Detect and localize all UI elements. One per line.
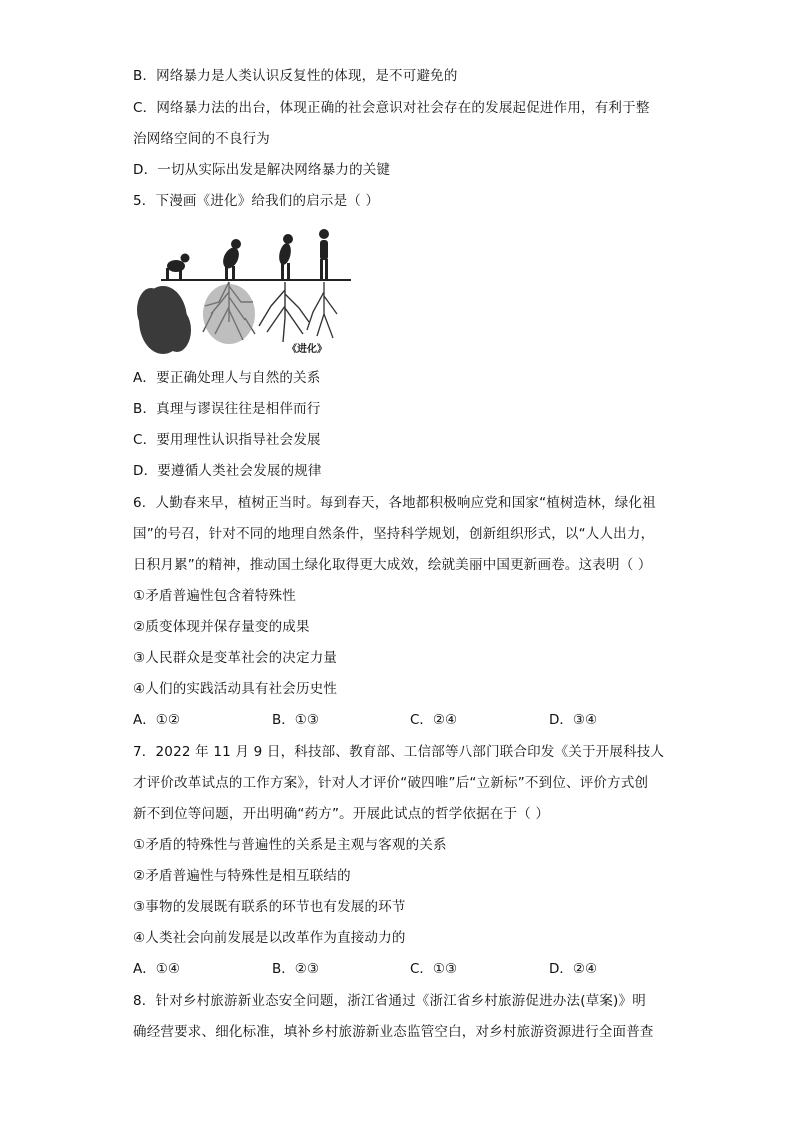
q7-choice-a: A．①④ [133, 961, 180, 977]
q8-stem-line1: 8．针对乡村旅游新业态安全问题，浙江省通过《浙江省乡村旅游促进办法(草案)》明 [133, 993, 646, 1009]
q6-item-3: ③人民群众是变革社会的决定力量 [133, 650, 338, 666]
q5-option-a: A．要正确处理人与自然的关系 [133, 370, 321, 386]
q7-choice-b: B．②③ [272, 961, 319, 977]
evolution-cartoon-illustration [133, 222, 355, 356]
q7-stem-line2: 才评价改革试点的工作方案》，针对人才评价“破四唯”后“立新标”不到位、评价方式创 [133, 775, 649, 791]
q6-item-1: ①矛盾普遍性包含着特殊性 [133, 588, 297, 604]
q7-item-2: ②矛盾普遍性与特殊性是相互联结的 [133, 868, 351, 884]
q7-item-1: ①矛盾的特殊性与普遍性的关系是主观与客观的关系 [133, 837, 447, 853]
q6-item-4: ④人们的实践活动具有社会历史性 [133, 681, 338, 697]
q6-stem-line1: 6．人勤春来早，植树正当时。每到春天，各地都积极响应党和国家“植树造林，绿化祖 [133, 495, 656, 511]
q7-choice-d: D．②④ [549, 961, 598, 977]
q5-option-b: B．真理与谬误往往是相伴而行 [133, 401, 321, 417]
q7-choice-c: C．①③ [410, 961, 458, 977]
q5-option-d: D．要遵循人类社会发展的规律 [133, 463, 322, 479]
q4-option-d: D．一切从实际出发是解决网络暴力的关键 [133, 162, 391, 178]
q7-item-3: ③事物的发展既有联系的环节也有发展的环节 [133, 899, 406, 915]
q5-option-c: C．要用理性认识指导社会发展 [133, 432, 321, 448]
q7-stem-line1: 7．2022 年 11 月 9 日，科技部、教育部、工信部等八部门联合印发《关于开展科技人 [133, 744, 665, 760]
figure-caption: 《进化》 [287, 344, 327, 355]
q6-choice-c: C．②④ [410, 712, 458, 728]
q7-item-4: ④人类社会向前发展是以改革作为直接动力的 [133, 930, 406, 946]
q6-stem-line3: 日积月累”的精神，推动国土绿化取得更大成效，绘就美丽中国更新画卷。这表明（ ） [133, 557, 652, 573]
q6-stem-line2: 国”的号召，针对不同的地理自然条件，坚持科学规划，创新组织形式，以“人人出力， [133, 526, 655, 542]
q5-stem: 5．下漫画《进化》给我们的启示是（ ） [133, 193, 380, 209]
evolution-cartoon [133, 222, 355, 356]
q6-choice-d: D．③④ [549, 712, 598, 728]
q7-stem-line3: 新不到位等问题，开出明确“药方”。开展此试点的哲学依据在于（ ） [133, 806, 550, 822]
q4-option-c-line2: 治网络空间的不良行为 [133, 131, 270, 147]
q4-option-b: B．网络暴力是人类认识反复性的体现，是不可避免的 [133, 68, 458, 84]
q6-choice-a: A．①② [133, 712, 180, 728]
q4-option-c-line1: C．网络暴力法的出台，体现正确的社会意识对社会存在的发展起促进作用，有利于整 [133, 100, 650, 116]
q6-item-2: ②质变体现并保存量变的成果 [133, 619, 310, 635]
q6-choice-b: B．①③ [272, 712, 319, 728]
q8-stem-line2: 确经营要求、细化标准，填补乡村旅游新业态监管空白，对乡村旅游资源进行全面普查 [133, 1024, 654, 1040]
